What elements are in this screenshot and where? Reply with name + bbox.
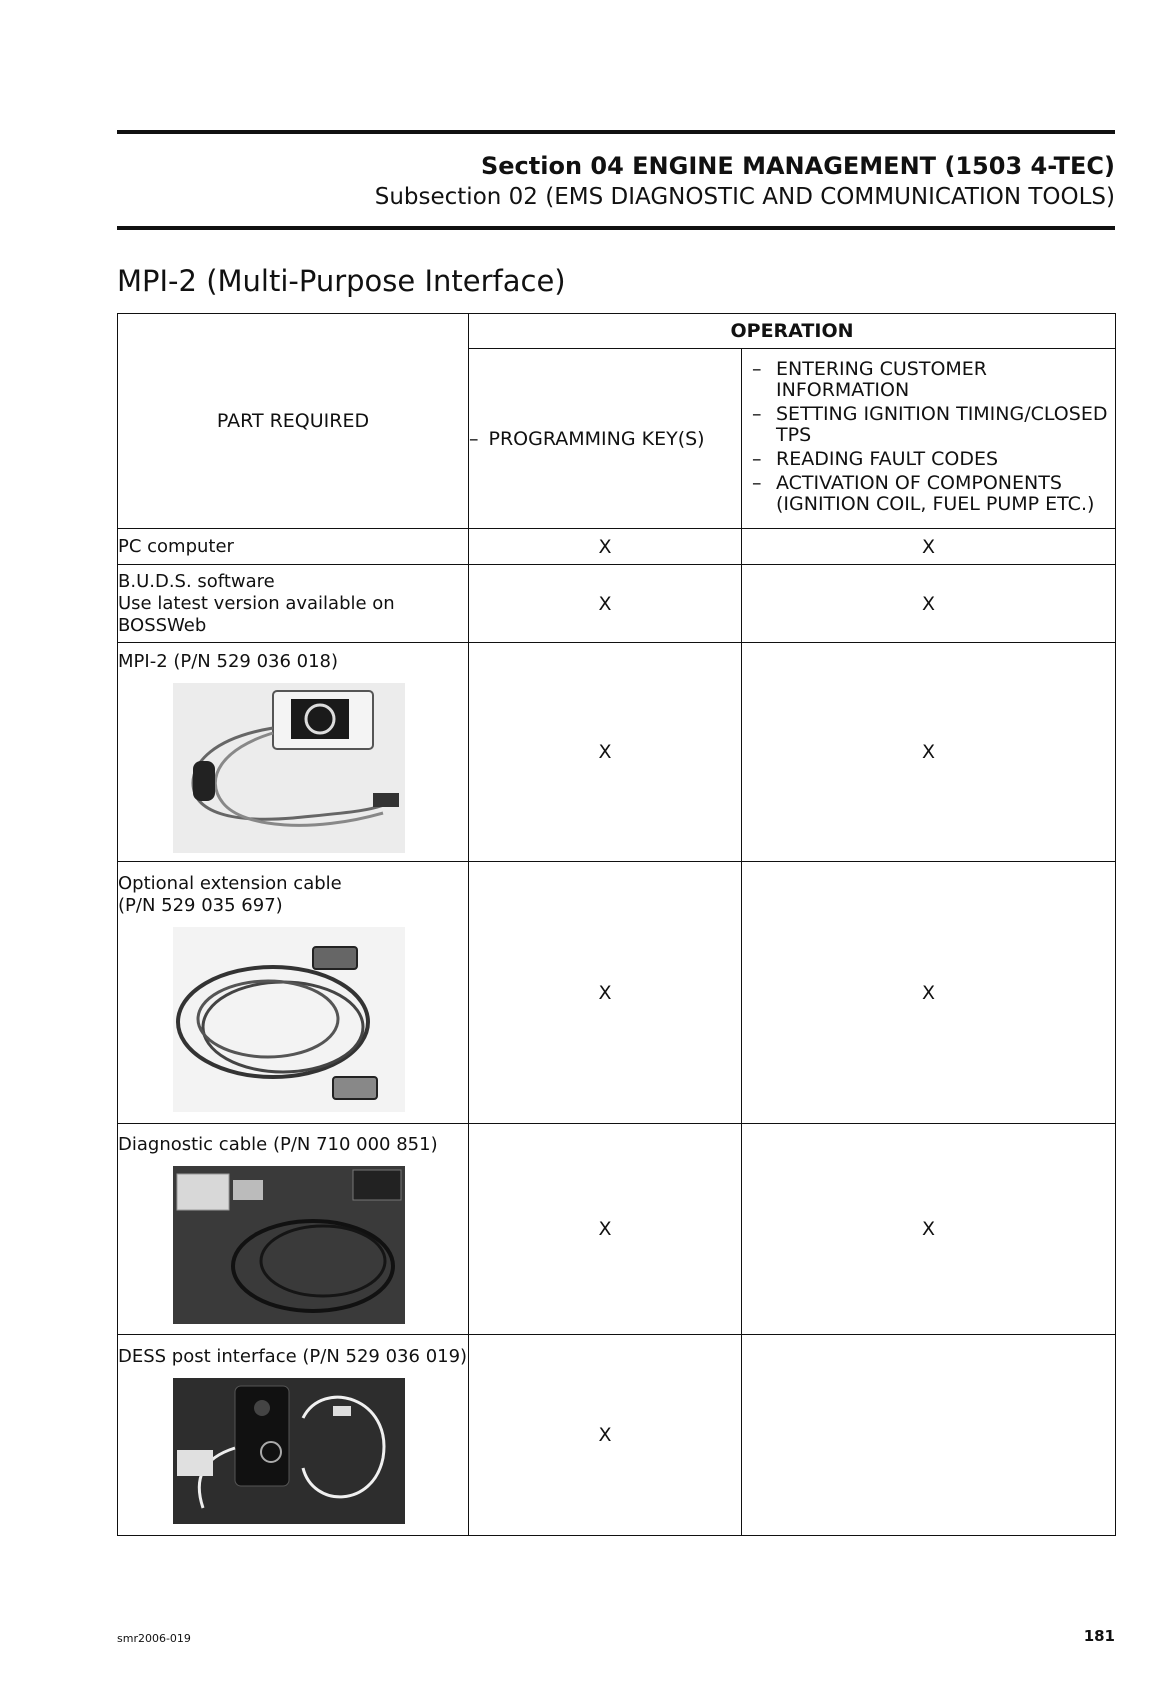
table-row [118, 862, 1116, 1124]
document-code: smr2006-019 [117, 1632, 191, 1645]
mark-programming: X [469, 1124, 742, 1335]
part-cell [118, 1335, 469, 1536]
header-rule-top [117, 130, 1115, 134]
operation-programming-keys-label: PROGRAMMING KEY(S) [488, 427, 705, 450]
parts-table [117, 313, 1116, 1536]
part-cell [118, 862, 469, 1124]
page-header [375, 150, 1115, 212]
mark-operation: X [742, 529, 1116, 565]
section-title: Section 04 ENGINE MANAGEMENT (1503 4-TEC) [480, 152, 1115, 180]
dess-post-interface-photo [173, 1378, 405, 1524]
part-note: Use latest version available on [118, 592, 395, 614]
mark-programming: X [469, 643, 742, 862]
part-name: Diagnostic cable (P/N 710 000 851) [118, 1134, 438, 1155]
part-cell [118, 643, 469, 862]
part-cell [118, 1124, 469, 1335]
mark-operation: X [742, 643, 1116, 862]
page-heading: MPI-2 (Multi-Purpose Interface) [117, 264, 566, 298]
part-required-header: PART REQUIRED [118, 314, 469, 529]
part-name: PC computer [118, 535, 234, 557]
part-name: MPI-2 (P/N 529 036 018) [118, 651, 339, 672]
mark-operation [742, 1335, 1116, 1536]
subsection-title: Subsection 02 (EMS DIAGNOSTIC AND COMMUNICATION TOOLS) [374, 184, 1115, 210]
mpi-2-photo [173, 683, 405, 853]
part-number: (P/N 529 035 697) [118, 895, 283, 916]
mark-programming: X [469, 1335, 742, 1536]
operation-list-cell [742, 349, 1116, 529]
mark-programming: X [469, 862, 742, 1124]
operation-item: – ACTIVATION OF COMPONENTS (IGNITION COIL, FUEL PUMP ETC.) [748, 473, 1109, 515]
operation-item: – ENTERING CUSTOMER INFORMATION [748, 359, 1109, 401]
header-rule-bottom [117, 226, 1115, 230]
operation-item: – SETTING IGNITION TIMING/CLOSED TPS [748, 404, 1109, 446]
mark-operation: X [742, 565, 1116, 643]
part-cell [118, 529, 469, 565]
diagnostic-cable-photo [173, 1166, 405, 1324]
mark-programming: X [469, 529, 742, 565]
table-header-row [118, 314, 1116, 349]
part-note: BOSSWeb [118, 614, 207, 636]
table-row [118, 1335, 1116, 1536]
page-number: 181 [1083, 1627, 1115, 1645]
operation-list [742, 353, 1115, 524]
part-name: DESS post interface (P/N 529 036 019) [118, 1346, 468, 1367]
mark-operation: X [742, 862, 1116, 1124]
table-row [118, 565, 1116, 643]
mark-operation: X [742, 1124, 1116, 1335]
part-name: Optional extension cable [118, 873, 342, 894]
table-row [118, 643, 1116, 862]
mark-programming: X [469, 565, 742, 643]
table-row [118, 529, 1116, 565]
operation-item: – READING FAULT CODES [748, 449, 1109, 470]
operation-programming-keys: – PROGRAMMING KEY(S) [469, 349, 742, 529]
operation-header: OPERATION [469, 314, 1116, 349]
part-name: B.U.D.S. software [118, 570, 275, 592]
table-row [118, 1124, 1116, 1335]
extension-cable-photo [173, 927, 405, 1112]
part-cell [118, 565, 469, 643]
